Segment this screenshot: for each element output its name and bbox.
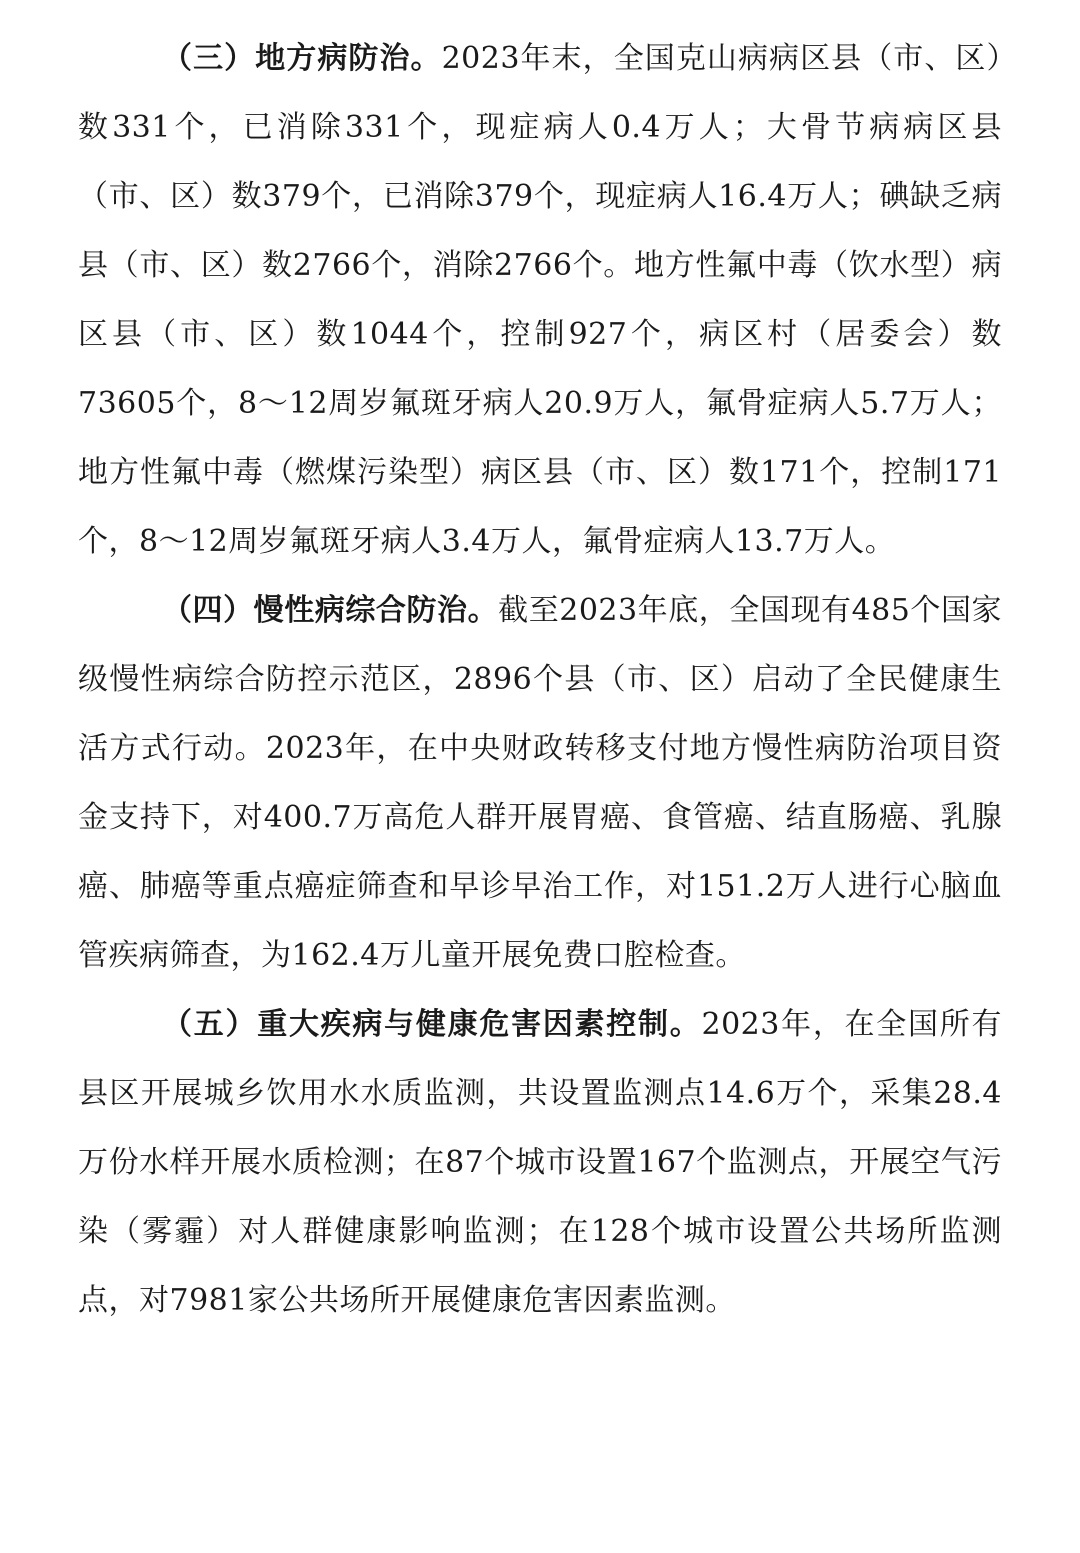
paragraph-body: 2023年，在全国所有县区开展城乡饮用水水质监测，共设置监测点14.6万个，采集28.4万份水样开展水质检测；在87个城市设置167个监测点，开展空气污染（雾霾）对人群健康影响监测；在128个城市设置公共场所监测点，对7981家公共场所开展健康危害因素监测。 bbox=[78, 1007, 1002, 1318]
paragraph-major-disease-health-hazard-control bbox=[78, 990, 1002, 1335]
section-heading-endemic-disease: （三）地方病防治。 bbox=[162, 41, 442, 76]
section-heading-major-disease: （五）重大疾病与健康危害因素控制。 bbox=[162, 1007, 702, 1042]
document-page bbox=[78, 24, 1002, 1335]
paragraph-endemic-disease-control bbox=[78, 24, 1002, 576]
paragraph-body: 2023年末，全国克山病病区县（市、区）数331个，已消除331个，现症病人0.4万人；大骨节病病区县（市、区）数379个，已消除379个，现症病人16.4万人；碘缺乏病县（市、区）数2766个，消除2766个。地方性氟中毒（饮水型）病区县（市、区）数1044个，控制927个，病区村（居委会）数73605个，8～12周岁氟斑牙病人20.9万人，氟骨症病人5.7万人；地方性氟中毒（燃煤污染型）病区县（市、区）数171个，控制171个，8～12周岁氟斑牙病人3.4万人，氟骨症病人13.7万人。 bbox=[78, 41, 1002, 559]
paragraph-body: 截至2023年底，全国现有485个国家级慢性病综合防控示范区，2896个县（市、区）启动了全民健康生活方式行动。2023年，在中央财政转移支付地方慢性病防治项目资金支持下，对400.7万高危人群开展胃癌、食管癌、结直肠癌、乳腺癌、肺癌等重点癌症筛查和早诊早治工作，对151.2万人进行心脑血管疾病筛查，为162.4万儿童开展免费口腔检查。 bbox=[78, 593, 1003, 973]
section-heading-chronic-disease: （四）慢性病综合防治。 bbox=[162, 593, 499, 628]
paragraph-chronic-disease-control bbox=[78, 576, 1002, 990]
